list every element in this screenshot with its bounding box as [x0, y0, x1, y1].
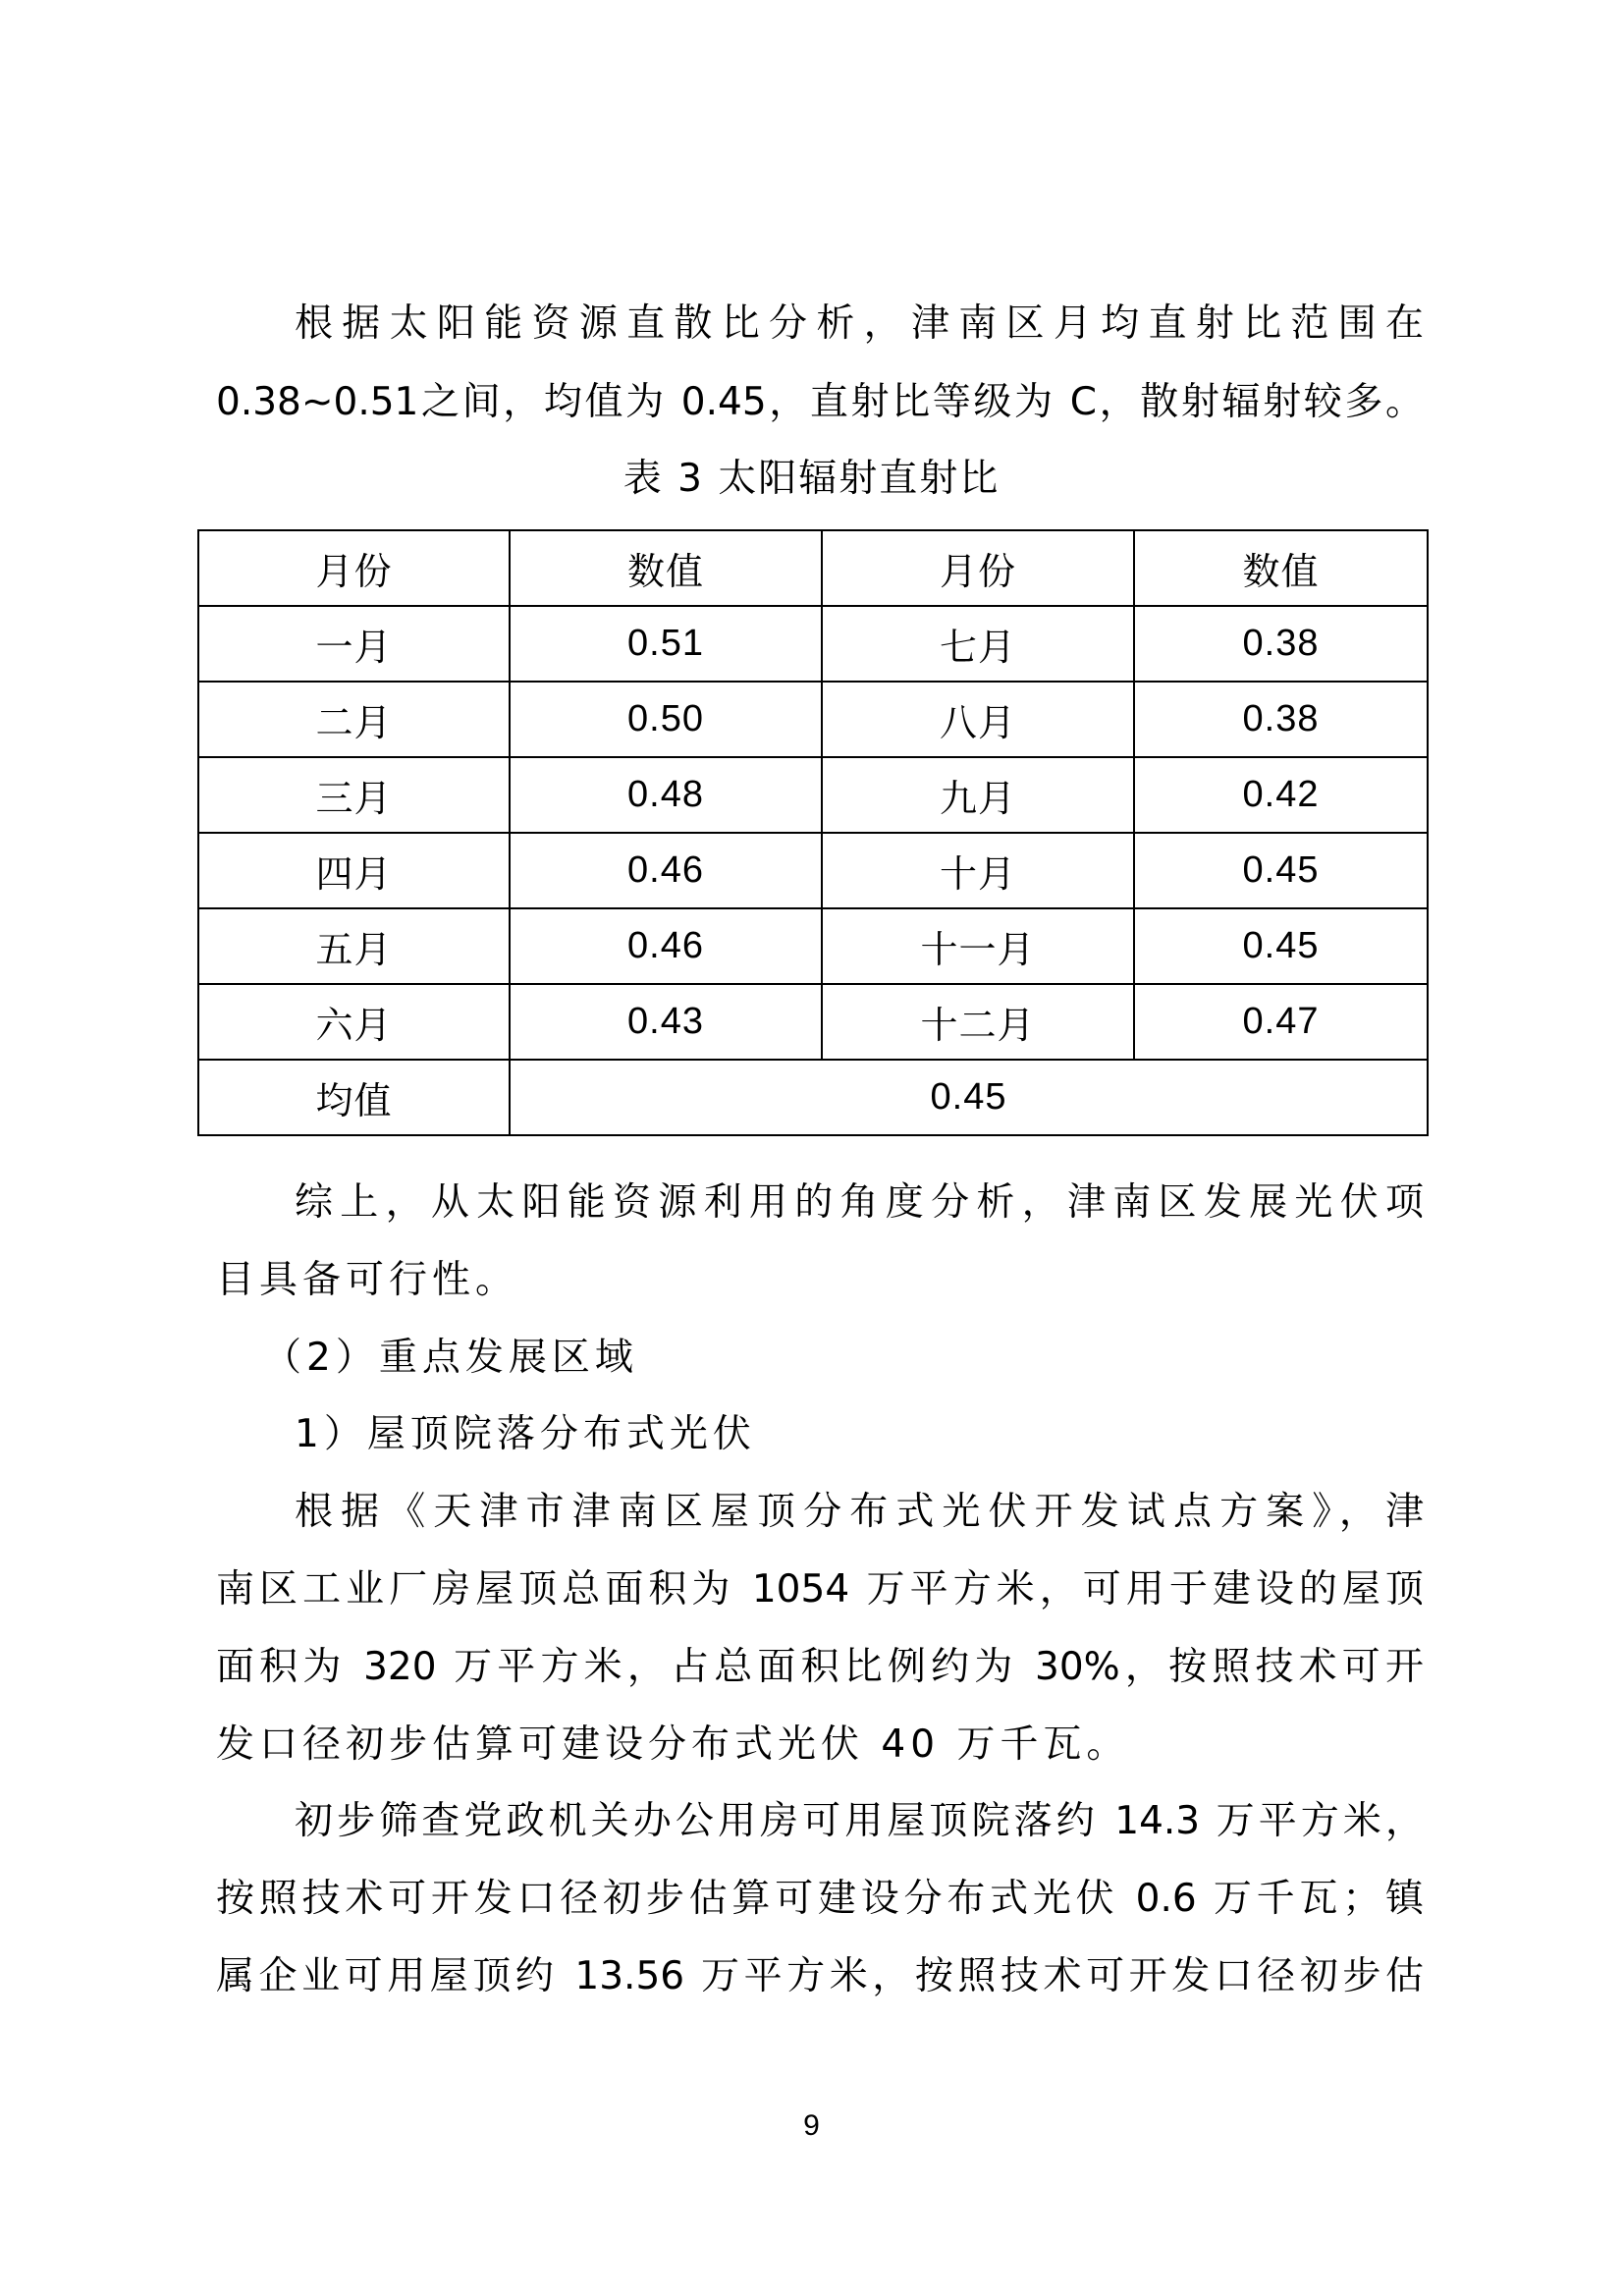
subsection-heading: 1）屋顶院落分布式光伏 — [295, 1412, 756, 1456]
month-cell: 八月 — [822, 682, 1134, 757]
header-month-2: 月份 — [822, 530, 1134, 606]
value-cell: 0.50 — [510, 682, 822, 757]
value-cell: 0.47 — [1134, 984, 1428, 1060]
header-value-2: 数值 — [1134, 530, 1428, 606]
value-cell: 0.45 — [1134, 833, 1428, 908]
value-cell: 0.45 — [1134, 908, 1428, 984]
direct-radiation-ratio-table — [197, 529, 1429, 1136]
table-average-row — [198, 1060, 1428, 1135]
month-cell: 六月 — [198, 984, 510, 1060]
month-cell: 二月 — [198, 682, 510, 757]
month-cell: 五月 — [198, 908, 510, 984]
paragraph-4-line-2: 按照技术可开发口径初步估算可建设分布式光伏 0.6 万千瓦；镇 — [216, 1877, 1424, 1921]
paragraph-3-line-3: 面积为 320 万平方米，占总面积比例约为 30%，按照技术可开 — [216, 1645, 1424, 1689]
section-heading: （2）重点发展区域 — [263, 1336, 638, 1380]
paragraph-3-line-4: 发口径初步估算可建设分布式光伏 40 万千瓦。 — [216, 1722, 1130, 1767]
value-cell: 0.48 — [510, 757, 822, 833]
month-cell: 十一月 — [822, 908, 1134, 984]
table-row — [198, 606, 1428, 682]
value-cell: 0.38 — [1134, 606, 1428, 682]
average-label-cell: 均值 — [198, 1060, 510, 1135]
paragraph-1-line-2: 0.38~0.51之间，均值为 0.45，直射比等级为 C，散射辐射较多。 — [216, 380, 1424, 424]
table-header-row — [198, 530, 1428, 606]
month-cell: 四月 — [198, 833, 510, 908]
value-cell: 0.43 — [510, 984, 822, 1060]
average-value-cell: 0.45 — [510, 1060, 1428, 1135]
paragraph-1-line-1: 根据太阳能资源直散比分析，津南区月均直射比范围在 — [295, 301, 1424, 346]
month-cell: 七月 — [822, 606, 1134, 682]
month-cell: 一月 — [198, 606, 510, 682]
page-number: 9 — [803, 2109, 820, 2142]
paragraph-2-line-2: 目具备可行性。 — [216, 1258, 519, 1302]
paragraph-4-line-1: 初步筛查党政机关办公用房可用屋顶院落约 14.3 万平方米， — [295, 1799, 1424, 1843]
paragraph-2-line-1: 综上，从太阳能资源利用的角度分析，津南区发展光伏项 — [295, 1180, 1424, 1225]
table-row — [198, 757, 1428, 833]
table-row — [198, 833, 1428, 908]
value-cell: 0.38 — [1134, 682, 1428, 757]
month-cell: 九月 — [822, 757, 1134, 833]
table-row — [198, 682, 1428, 757]
table-row — [198, 984, 1428, 1060]
paragraph-3-line-2: 南区工业厂房屋顶总面积为 1054 万平方米，可用于建设的屋顶 — [216, 1567, 1424, 1612]
value-cell: 0.51 — [510, 606, 822, 682]
header-value-1: 数值 — [510, 530, 822, 606]
header-month-1: 月份 — [198, 530, 510, 606]
value-cell: 0.42 — [1134, 757, 1428, 833]
value-cell: 0.46 — [510, 833, 822, 908]
month-cell: 十月 — [822, 833, 1134, 908]
month-cell: 十二月 — [822, 984, 1134, 1060]
table-row — [198, 908, 1428, 984]
paragraph-3-line-1: 根据《天津市津南区屋顶分布式光伏开发试点方案》，津 — [295, 1490, 1424, 1534]
value-cell: 0.46 — [510, 908, 822, 984]
month-cell: 三月 — [198, 757, 510, 833]
paragraph-4-line-3: 属企业可用屋顶约 13.56 万平方米，按照技术可开发口径初步估 — [216, 1954, 1424, 1998]
table-caption: 表 3 太阳辐射直射比 — [622, 457, 1001, 501]
